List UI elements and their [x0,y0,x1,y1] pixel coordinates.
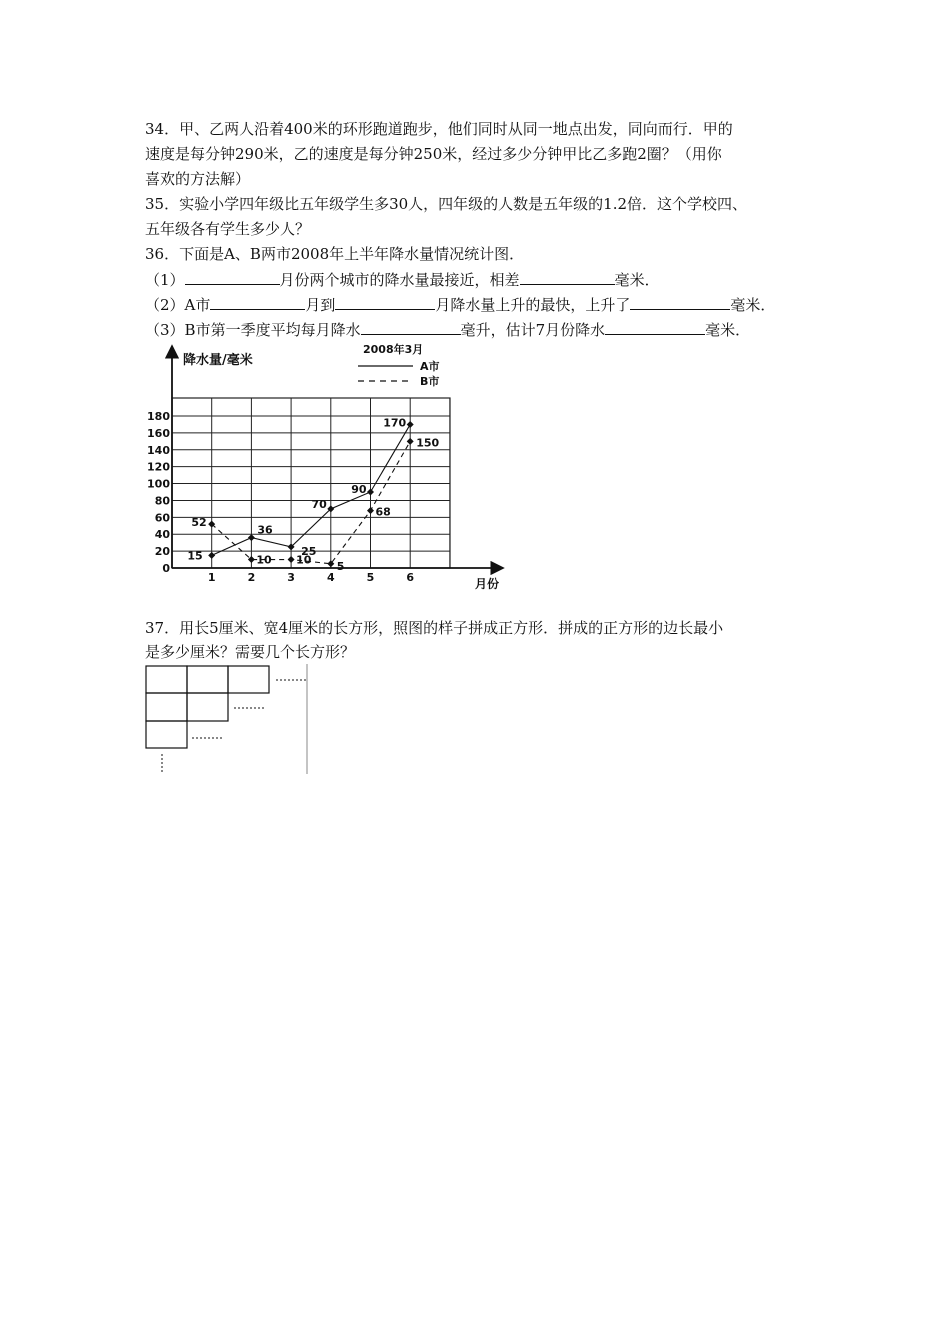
q34-line-2: 速度是每分钟290米，乙的速度是每分钟250米，经过多少分钟甲比乙多跑2圈？（用你 [145,145,722,163]
y-axis-label: 降水量/毫米 [183,353,253,368]
q37-line-1: 37．用长5厘米、宽4厘米的长方形，照图的样子拼成正方形．拼成的正方形的边长最小 [145,619,724,637]
q36-s2-mid1: 月到 [305,296,336,314]
legend-label-b: B市 [420,375,440,388]
q36-sub-3 [145,319,750,340]
q36-s2-mid2: 月降水量上升的最快，上升了 [435,296,631,314]
answer-blank[interactable] [605,319,705,335]
rainfall-line-chart [145,340,515,595]
x-axis-label: 月份 [475,577,500,591]
tile-rectangle [187,666,228,693]
data-label: 25 [301,544,317,558]
x-tick-label: 5 [366,571,375,584]
y-tick-label: 60 [154,511,170,525]
data-label: 10 [256,553,272,567]
tile-rectangle [228,666,269,693]
q34-line-1: 34．甲、乙两人沿着400米的环形跑道跑步，他们同时从同一地点出发，同向而行．甲的 [145,120,733,138]
data-point [407,438,414,445]
tile-rectangle [146,666,187,693]
q36-s2-prefix: （2）A市 [145,296,211,314]
y-tick-label: 80 [154,494,170,508]
q35-line-2: 五年级各有学生多少人？ [145,220,311,238]
data-point [248,534,255,541]
q36-s2-end: 毫米． [730,296,776,314]
answer-blank[interactable] [630,294,730,310]
q36-s3-prefix: （3）B市第一季度平均每月降水 [145,321,361,339]
answer-blank[interactable] [185,269,280,285]
tile-rectangle [146,693,187,721]
tile-rectangle [187,693,228,721]
data-label: 15 [187,549,203,563]
answer-blank[interactable] [210,294,305,310]
y-tick-label: 120 [147,460,170,474]
data-label: 150 [416,436,440,450]
y-tick-label: 140 [147,443,170,457]
q36-sub-2 [145,294,775,315]
x-tick-label: 1 [207,571,216,584]
q36-s3-mid: 毫升，估计7月份降水 [460,321,606,339]
data-label: 5 [336,559,345,573]
legend-title: 2008年3月 [363,343,424,356]
q36-s1-mid: 月份两个城市的降水量最接近，相差 [279,271,520,289]
data-point [367,507,374,514]
tile-rectangle [146,721,187,748]
q36-s3-end: 毫米． [705,321,751,339]
q36-intro: 36．下面是A、B两市2008年上半年降水量情况统计图． [145,245,525,263]
data-point [407,421,414,428]
data-label: 70 [311,497,327,511]
q34-line-3: 喜欢的方法解） [145,170,251,188]
data-point [288,556,295,563]
y-tick-label: 20 [154,545,170,559]
data-label: 36 [257,523,273,537]
answer-blank[interactable] [520,269,615,285]
data-point [367,489,374,496]
q36-sub-1 [145,269,660,290]
series-line-a [212,424,411,555]
y-tick-label: 160 [147,426,170,440]
x-tick-label: 2 [247,571,256,584]
x-tick-label: 3 [287,571,295,584]
y-tick-label: 40 [154,528,170,542]
data-label: 68 [375,505,391,519]
q36-s1-end: 毫米． [614,271,660,289]
y-tick-label: 100 [147,477,170,491]
q37-line-2: 是多少厘米？需要几个长方形？ [145,643,356,661]
data-label: 90 [351,483,367,496]
data-point [208,552,215,559]
answer-blank[interactable] [335,294,435,310]
x-tick-label: 6 [406,571,415,584]
q36-s1-prefix: （1） [145,271,185,289]
x-tick-label: 4 [326,571,335,584]
answer-blank[interactable] [361,319,461,335]
data-label: 52 [191,516,207,530]
data-label: 10 [296,553,312,567]
q35-line-1: 35．实验小学四年级比五年级学生多30人，四年级的人数是五年级的1.2倍．这个学校四、 [145,195,748,213]
y-tick-label: 0 [162,562,170,575]
legend-label-a: A市 [420,360,440,373]
y-tick-label: 180 [147,410,170,423]
rectangle-tiling-diagram [140,660,320,780]
data-label: 170 [383,416,407,430]
